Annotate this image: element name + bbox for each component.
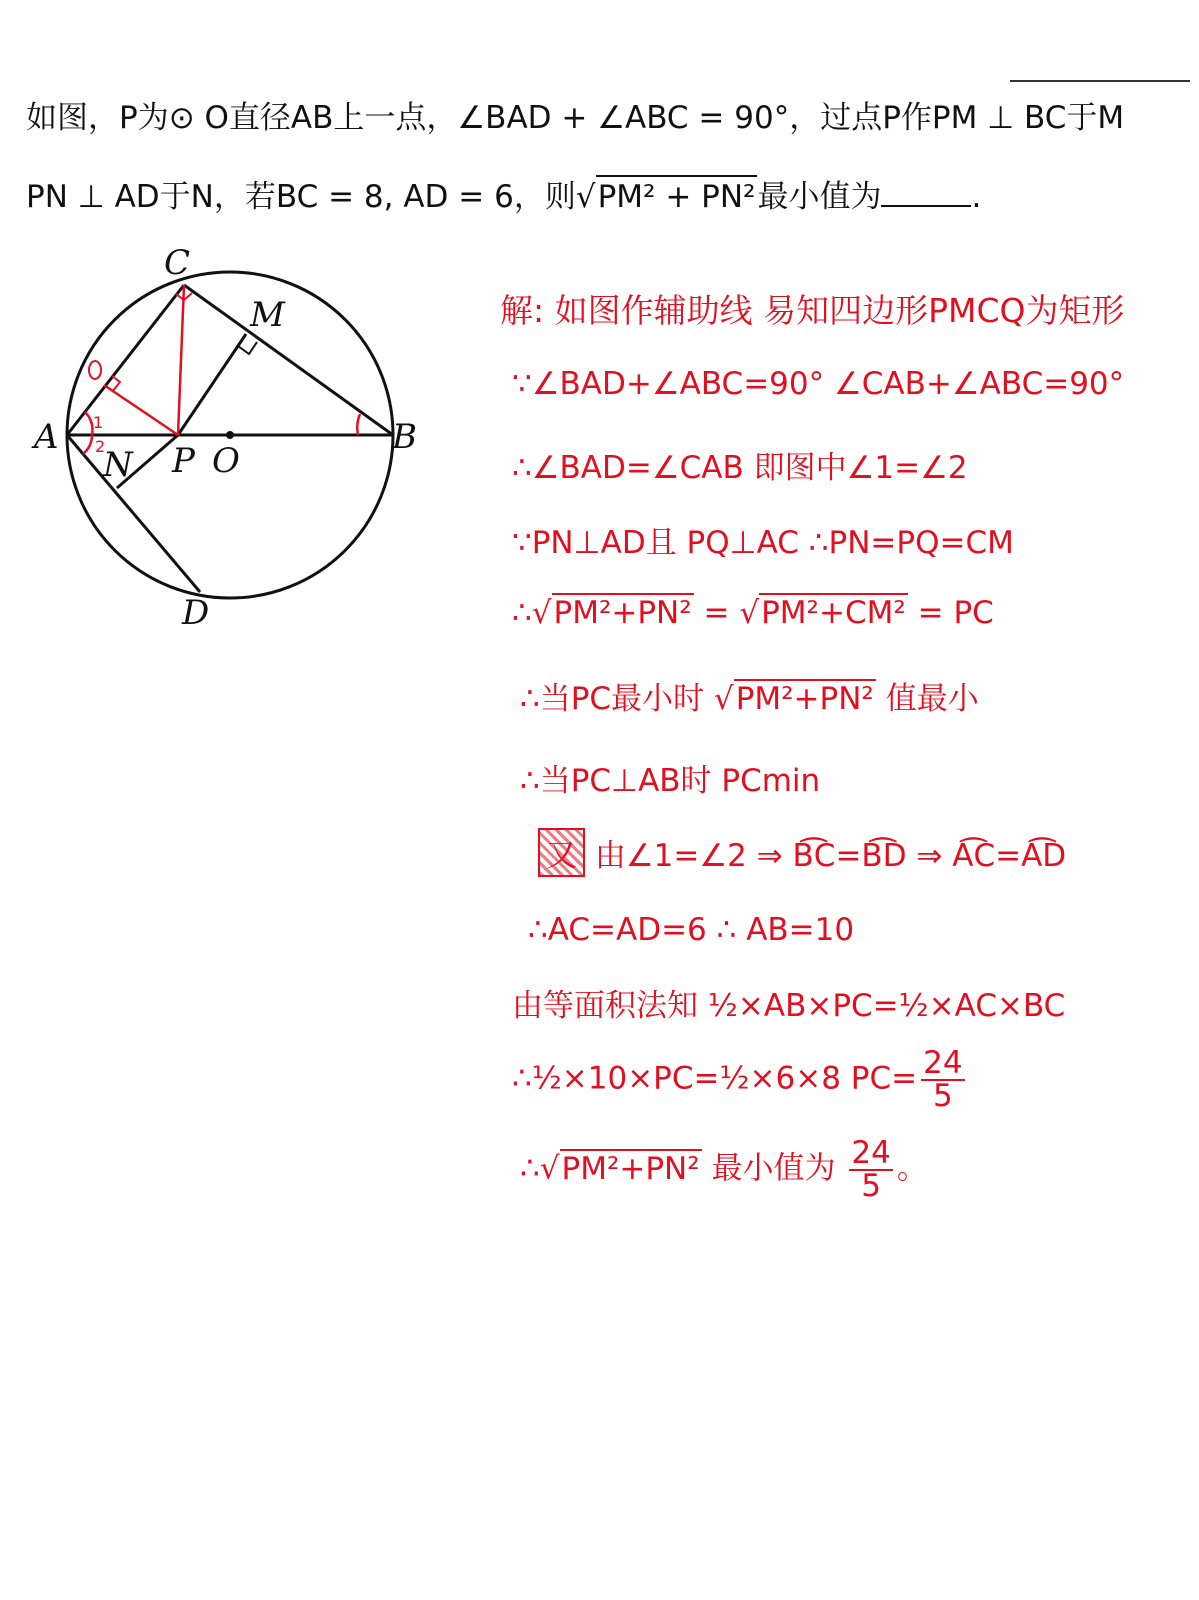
angle-arc-1: [85, 412, 93, 435]
solution-line-7: ∴当PC⊥AB时 PCmin: [520, 763, 821, 799]
solution-line-6-end: 值最小: [875, 681, 979, 717]
solution-line-5-result: = PC: [907, 595, 994, 631]
solution-line-5-therefore: ∴: [512, 595, 532, 631]
label-o: O: [212, 441, 240, 481]
top-rule: [1010, 80, 1190, 82]
label-a: A: [34, 417, 59, 457]
solution-line-11-text: ∴½×10×PC=½×6×8 PC=: [512, 1060, 918, 1097]
solution-line-11: [512, 1045, 969, 1114]
label-n: N: [103, 445, 133, 485]
problem-period: .: [971, 179, 982, 215]
answer-blank: [881, 181, 971, 207]
label-b: B: [392, 417, 417, 457]
center-dot: [226, 431, 234, 439]
problem-line-2: PN ⊥ AD于N，若BC = 8, AD = 6，则√PM² + PN²最小值为 .: [26, 175, 981, 217]
label-c: C: [164, 243, 191, 283]
answer-denominator: 5: [861, 1168, 881, 1204]
geometry-figure: [0, 230, 480, 630]
solution-line-2: ∵∠BAD+∠ABC=90° ∠CAB+∠ABC=90°: [512, 366, 1125, 402]
label-m: M: [250, 295, 285, 335]
problem-line-2-question: 最小值为: [757, 179, 882, 215]
label-p: P: [172, 441, 195, 481]
answer-numerator: 24: [851, 1135, 891, 1171]
fraction-answer: [849, 1135, 892, 1204]
problem-sqrt-expression: PM² + PN²: [596, 175, 758, 217]
solution-sqrt-4: PM²+PN²: [561, 1150, 700, 1187]
solution-line-12-therefore: ∴: [520, 1150, 540, 1187]
solution-line-8-text: 由∠1=∠2 ⇒ B͡C=B͡D ⇒ A͡C=A͡D: [585, 838, 1067, 874]
segment-pq: [104, 385, 178, 435]
solution-sqrt-3: PM²+PN²: [735, 681, 874, 717]
problem-line-1: 如图，P为⊙ O直径AB上一点，∠BAD + ∠ABC = 90°，过点P作PM ⊥ BC于M: [26, 100, 1125, 136]
solution-line-12-text: 最小值为: [701, 1150, 846, 1187]
angle-arc-b: [357, 414, 360, 435]
label-d: D: [182, 593, 210, 630]
mark-q: [89, 361, 101, 379]
solution-line-5-equals: =: [693, 595, 740, 631]
solution-line-6: ∴当PC最小时 √PM²+PN² 值最小: [520, 681, 979, 717]
solution-final-period: 。: [896, 1150, 928, 1187]
crossed-out-mark: 又: [538, 828, 585, 877]
solution-line-9: ∴AC=AD=6 ∴ AB=10: [528, 912, 855, 948]
solution-line-3: ∴∠BAD=∠CAB 即图中∠1=∠2: [512, 450, 968, 486]
fraction-denominator: 5: [932, 1078, 953, 1114]
segment-pm: [178, 334, 246, 435]
angle-label-1: 1: [93, 413, 104, 432]
angle-label-2: 2: [95, 437, 106, 456]
solution-line-6-text: ∴当PC最小时: [520, 681, 714, 717]
solution-line-12: ∴√PM²+PN² 最小值为 $\frac{24}{5}$ 。: [520, 1135, 928, 1204]
problem-line-2-text: PN ⊥ AD于N，若BC = 8, AD = 6，则: [26, 179, 576, 215]
segment-pc: [178, 285, 184, 435]
solution-sqrt-2: PM²+CM²: [761, 595, 906, 631]
angle-arc-2: [83, 435, 92, 454]
solution-line-10: 由等面积法知 ½×AB×PC=½×AC×BC: [512, 988, 1066, 1024]
solution-line-8: [538, 828, 1066, 877]
fraction-pc: [921, 1045, 964, 1114]
solution-line-1: 解: 如图作辅助线 易知四边形PMCQ为矩形: [500, 291, 1125, 330]
fraction-numerator: 24: [923, 1045, 963, 1081]
solution-line-5: ∴√PM²+PN² = √PM²+CM² = PC: [512, 595, 994, 631]
right-angle-q: [112, 376, 120, 392]
chord-bc: [184, 285, 393, 435]
solution-sqrt-1: PM²+PN²: [553, 595, 692, 631]
solution-line-4: ∵PN⊥AD且 PQ⊥AC ∴PN=PQ=CM: [512, 525, 1014, 561]
